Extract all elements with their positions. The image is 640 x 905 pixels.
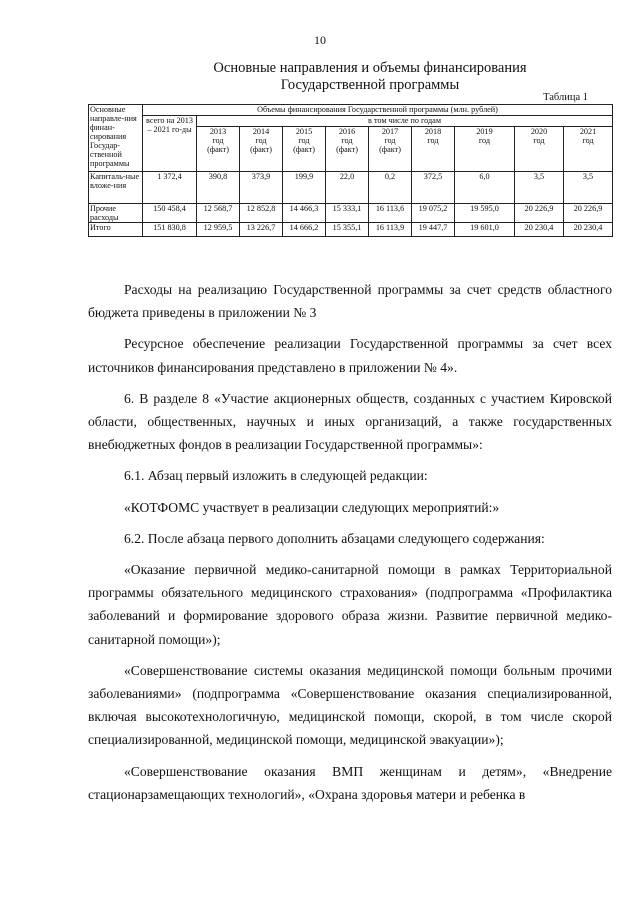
- year-header-2020: 2020 год: [515, 127, 564, 172]
- row-label: Прочие расходы: [89, 204, 143, 223]
- col-header-group: Объемы финансирования Государственной программы (млн. рублей): [143, 105, 613, 116]
- page-number: 10: [314, 33, 326, 47]
- year-header-2016: 2016 год (факт): [326, 127, 369, 172]
- cell-2017: 16 113,9: [369, 223, 412, 237]
- cell-2018: 19 447,7: [412, 223, 455, 237]
- paragraph: «Совершенствование оказания ВМП женщинам и детям», «Внедрение стационарзамещающих технологий», «Охрана здоровья матери и ребенка в: [88, 763, 612, 802]
- paragraph: «КОТФОМС участвует в реализации следующих мероприятий:»: [124, 499, 500, 515]
- paragraph: Расходы на реализацию Государственной программы за счет средств областного бюджета приведены в приложении № 3: [88, 282, 612, 321]
- year-header-2017: 2017 год (факт): [369, 127, 412, 172]
- cell-2016: 15 333,1: [326, 204, 369, 223]
- paragraph: 6. В разделе 8 «Участие акционерных обществ, созданных с участием Кировской области, общественных, научных и иных организаций, а также государственных внебюджетных фондов в реализации Государственной программы»:: [88, 390, 612, 453]
- cell-2021: 20 230,4: [564, 223, 613, 237]
- cell-total: 1 372,4: [143, 172, 197, 204]
- paragraph: 6.1. Абзац первый изложить в следующей редакции:: [124, 468, 428, 484]
- cell-2013: 12 568,7: [197, 204, 240, 223]
- cell-2017: 16 113,6: [369, 204, 412, 223]
- cell-2013: 390,8: [197, 172, 240, 204]
- cell-2018: 372,5: [412, 172, 455, 204]
- cell-2014: 13 226,7: [240, 223, 283, 237]
- paragraph: «Совершенствование системы оказания медицинской помощи больным прочими заболеваниями» (подпрограмма «Совершенствование оказания специализированной, включая высокотехнологичную, медицинской помощи, скорой, в том числе скорой специализированной, медицинской помощи, медицинской эвакуации»);: [88, 662, 612, 748]
- cell-2019: 6,0: [455, 172, 515, 204]
- body-text: [88, 278, 612, 814]
- financing-table: [88, 104, 613, 237]
- table-row-other-expenses: [89, 204, 613, 223]
- cell-2018: 19 075,2: [412, 204, 455, 223]
- title-line-1: Основные направления и объемы финансирования: [213, 60, 527, 76]
- cell-2015: 14 466,3: [283, 204, 326, 223]
- cell-2014: 373,9: [240, 172, 283, 204]
- col-header-directions: Основные направле-ния финан-сирования Государ-ственной программы: [89, 105, 143, 172]
- cell-2020: 3,5: [515, 172, 564, 204]
- row-label: Капиталь-ные вложе-ния: [89, 172, 143, 204]
- cell-2020: 20 226,9: [515, 204, 564, 223]
- cell-2016: 15 355,1: [326, 223, 369, 237]
- year-header-2014: 2014 год (факт): [240, 127, 283, 172]
- paragraph: 6.2. После абзаца первого дополнить абзацами следующего содержания:: [124, 530, 545, 546]
- cell-2014: 12 852,8: [240, 204, 283, 223]
- cell-total: 151 830,8: [143, 223, 197, 237]
- cell-2017: 0,2: [369, 172, 412, 204]
- cell-2013: 12 959,5: [197, 223, 240, 237]
- year-header-2018: 2018 год: [412, 127, 455, 172]
- year-header-2015: 2015 год (факт): [283, 127, 326, 172]
- document-title: [150, 60, 590, 94]
- cell-total: 150 458,4: [143, 204, 197, 223]
- col-header-by-years: в том числе по годам: [197, 116, 613, 127]
- cell-2015: 14 666,2: [283, 223, 326, 237]
- cell-2019: 19 601,0: [455, 223, 515, 237]
- paragraph: «Оказание первичной медико-санитарной помощи в рамках Территориальной программы обязательного медицинского страхования» (подпрограмма «Профилактика заболеваний и формирование здорового образа жизни. Развитие первичной медико-санитарной помощи»);: [88, 562, 612, 647]
- title-line-2: Государственной программы: [280, 77, 460, 93]
- year-header-2019: 2019 год: [455, 127, 515, 172]
- table-row-capital-investments: [89, 172, 613, 204]
- cell-2019: 19 595,0: [455, 204, 515, 223]
- header-row-2: [89, 116, 613, 127]
- cell-2020: 20 230,4: [515, 223, 564, 237]
- cell-2016: 22,0: [326, 172, 369, 204]
- cell-2015: 199,9: [283, 172, 326, 204]
- year-header-2021: 2021 год: [564, 127, 613, 172]
- paragraph: Ресурсное обеспечение реализации Государственной программы за счет всех источников финансирования представлено в приложении № 4».: [88, 336, 612, 375]
- year-header-2013: 2013 год (факт): [197, 127, 240, 172]
- header-row-1: [89, 105, 613, 116]
- row-label: Итого: [89, 223, 143, 237]
- cell-2021: 3,5: [564, 172, 613, 204]
- table-row-total: [89, 223, 613, 237]
- table-label: Таблица 1: [543, 92, 588, 103]
- col-header-total: всего на 2013 – 2021 го-ды: [143, 116, 197, 172]
- cell-2021: 20 226,9: [564, 204, 613, 223]
